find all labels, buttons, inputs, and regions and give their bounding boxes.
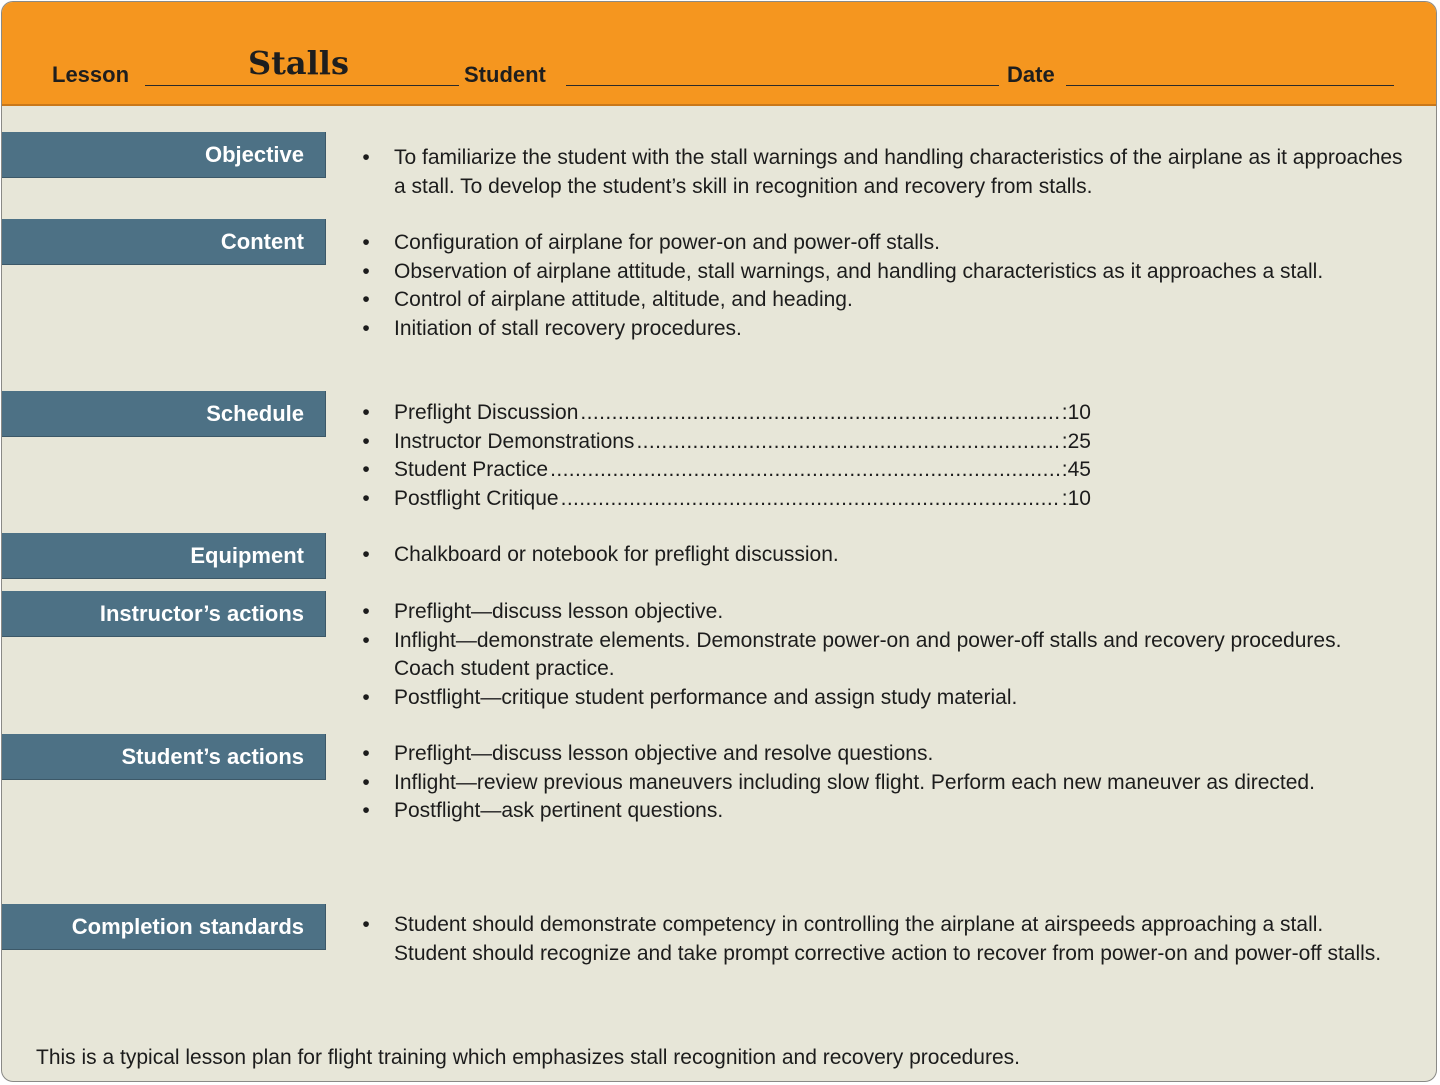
list-item: • Student should demonstrate competency in controlling the airplane at airspeeds approaching a stall. Student should recognize and take prompt corrective action to recover from power-on and power-off stalls. [358,911,1388,968]
list-item: • Observation of airplane attitude, stall warnings, and handling characteristics as it approaches a stall. [358,258,1358,287]
dot-leader [561,485,1060,514]
lesson-plan-card [1,1,1437,1082]
lesson-field-line [145,85,459,86]
dot-leader [580,399,1059,428]
bullet-icon: • [362,799,370,822]
list-item: • Chalkboard or notebook for preflight discussion. [358,541,1418,570]
schedule-tab: Schedule [2,391,326,436]
lesson-label: Lesson [52,62,130,87]
list-item: • Configuration of airplane for power-on and power-off stalls. [358,229,1358,258]
bullet-icon: • [362,146,370,169]
lesson-value: Stalls [248,44,349,82]
student-label: Student [464,62,546,87]
schedule-item: • Instructor Demonstrations ..... :25 [358,428,1418,457]
list-item: • Inflight—demonstrate elements. Demonstrate power-on and power-off stalls and recovery procedures. Coach student practice. [358,627,1348,684]
list-item: • Inflight—review previous maneuvers including slow flight. Perform each new maneuver as directed. [358,769,1353,798]
bullet-icon: • [362,685,370,709]
bullet-icon: • [362,316,370,340]
lesson-header [2,2,1436,106]
bullet-icon: • [362,429,370,453]
list-item: • To familiarize the student with the stall warnings and handling characteristics of the airplane as it approaches a stall. To develop the student’s skill in recognition and recovery from stalls. [358,144,1418,201]
completion-standards-tab: Completion standards [2,904,326,949]
instructor-actions-list [358,598,1348,712]
bullet-icon: • [362,401,370,424]
instructor-actions-tab: Instructor’s actions [2,591,326,636]
equipment-list [358,541,1418,570]
bullet-icon: • [362,259,370,283]
bullet-icon: • [362,628,370,652]
list-item: • Postflight—critique student performance and assign study material. [358,684,1348,713]
schedule-item: • Preflight Discussion ..... :10 [358,399,1418,428]
schedule-list [358,399,1418,513]
equipment-tab: Equipment [2,533,326,578]
list-item: • Preflight—discuss lesson objective and resolve questions. [358,740,1353,769]
bullet-icon: • [362,770,370,794]
dot-leader [550,456,1060,485]
list-item: • Initiation of stall recovery procedures. [358,315,1358,344]
list-item: • Postflight—ask pertinent questions. [358,797,1353,826]
objective-list [358,144,1418,201]
bullet-icon: • [362,288,370,311]
schedule-item: • Postflight Critique ..... :10 [358,485,1418,514]
list-item: • Control of airplane attitude, altitude, and heading. [358,286,1358,315]
content-tab: Content [2,219,326,264]
student-field-line [566,85,999,86]
bullet-icon: • [362,486,370,510]
figure-caption: This is a typical lesson plan for flight training which emphasizes stall recognition and recovery procedures. [36,1046,1020,1069]
completion-standards-list [358,911,1388,968]
bullet-icon: • [362,543,370,566]
bullet-icon: • [362,231,370,254]
bullet-icon: • [362,600,370,623]
dot-leader [636,428,1059,457]
list-item: • Preflight—discuss lesson objective. [358,598,1348,627]
bullet-icon: • [362,458,370,481]
content-list [358,229,1358,343]
date-label: Date [1007,62,1055,87]
date-field-line [1066,85,1394,86]
bullet-icon: • [362,742,370,765]
student-actions-tab: Student’s actions [2,734,326,779]
bullet-icon: • [362,913,370,936]
objective-tab: Objective [2,132,326,177]
schedule-item: • Student Practice ..... :45 [358,456,1418,485]
student-actions-list [358,740,1353,826]
